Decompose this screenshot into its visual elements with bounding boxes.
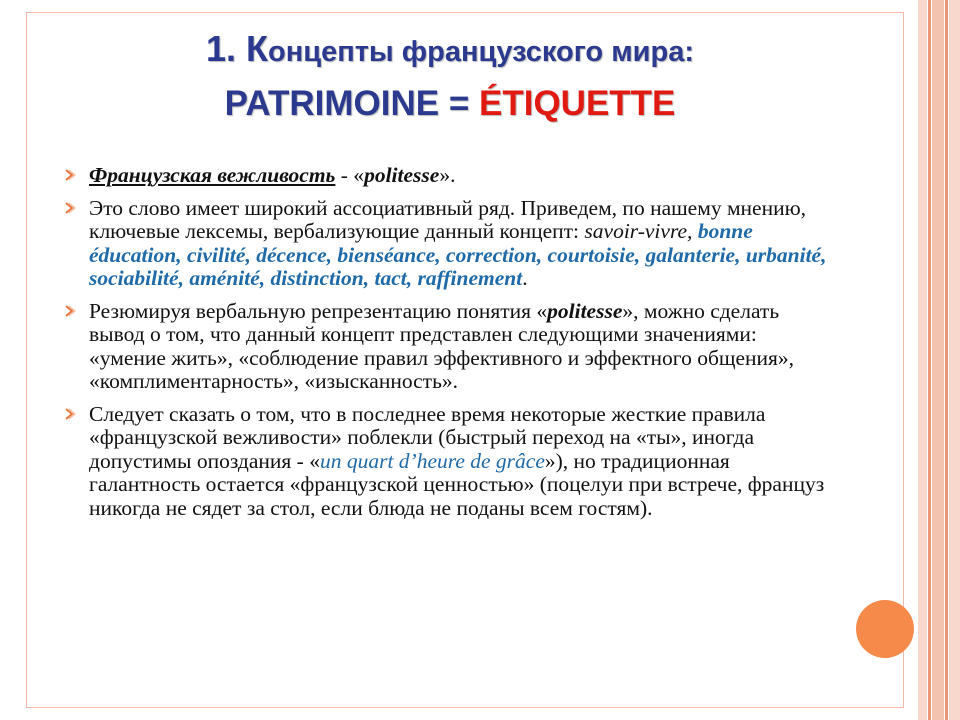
arrow-bullet-icon [64, 408, 76, 420]
arrow-bullet-icon [64, 202, 76, 214]
bullet-item [64, 197, 834, 291]
title-cap: К [246, 28, 269, 69]
title-line2-accent: ÉTIQUETTE [479, 84, 676, 123]
bullet-item [64, 300, 834, 394]
bullet-text: . [522, 266, 528, 290]
bullet-item [64, 403, 834, 521]
arrow-bullet-icon [64, 169, 76, 181]
bullet-heading: Французская вежливость [89, 163, 336, 187]
bullet-text: Следует сказать о том, что в последнее время некоторые жесткие правила «французской вежливости» поблекли (быстрый переход на «ты», иногда допустимы опоздания - « [89, 401, 766, 473]
title-number: 1. [206, 28, 237, 69]
title-line2-left: PATRIMOINE = [224, 84, 479, 123]
bullet-text: Резюмируя вербальную репрезентацию понятия « [89, 298, 548, 323]
decorative-stripes [918, 0, 960, 720]
bullet-list [64, 164, 834, 529]
term-quart-d-heure: un quart d’heure de grâce [319, 448, 545, 473]
title-line-2 [60, 79, 840, 129]
term-savoir-vivre: savoir-vivre, [584, 219, 693, 243]
lexeme-list: bonne éducation, civilité, décence, bienséance, correction, courtoisie, galanterie, urbanité, sociabilité, aménité, distinction, tact, raffinement [89, 219, 827, 290]
term-politesse: politesse [547, 298, 623, 323]
arrow-bullet-icon [64, 305, 76, 317]
title-rest: онцепты французского мира: [268, 36, 694, 68]
title-line-1 [60, 26, 840, 75]
bullet-text: Это слово имеет широкий ассоциативный ряд. Приведем, по нашему мнению, ключевые лексемы, вербализующие данный концепт: [89, 195, 807, 243]
bullet-text: », можно сделать вывод о том, что данный концепт представлен следующими значениями: «умение жить», «соблюдение правил эффективного и эффектного общения», «комплиментарность», «изысканность». [89, 298, 795, 393]
bullet-item [64, 164, 834, 188]
bullet-text: ». [439, 163, 456, 187]
slide-title [60, 26, 840, 129]
decorative-circle [856, 600, 914, 658]
bullet-text: »), но традиционная галантность остается «французской ценностью» (поцелуи при встрече, француз никогда не сядет за стол, если блюда не поданы всем гостям). [89, 448, 825, 520]
term-politesse: politesse [364, 163, 440, 187]
bullet-text: - « [335, 163, 365, 187]
